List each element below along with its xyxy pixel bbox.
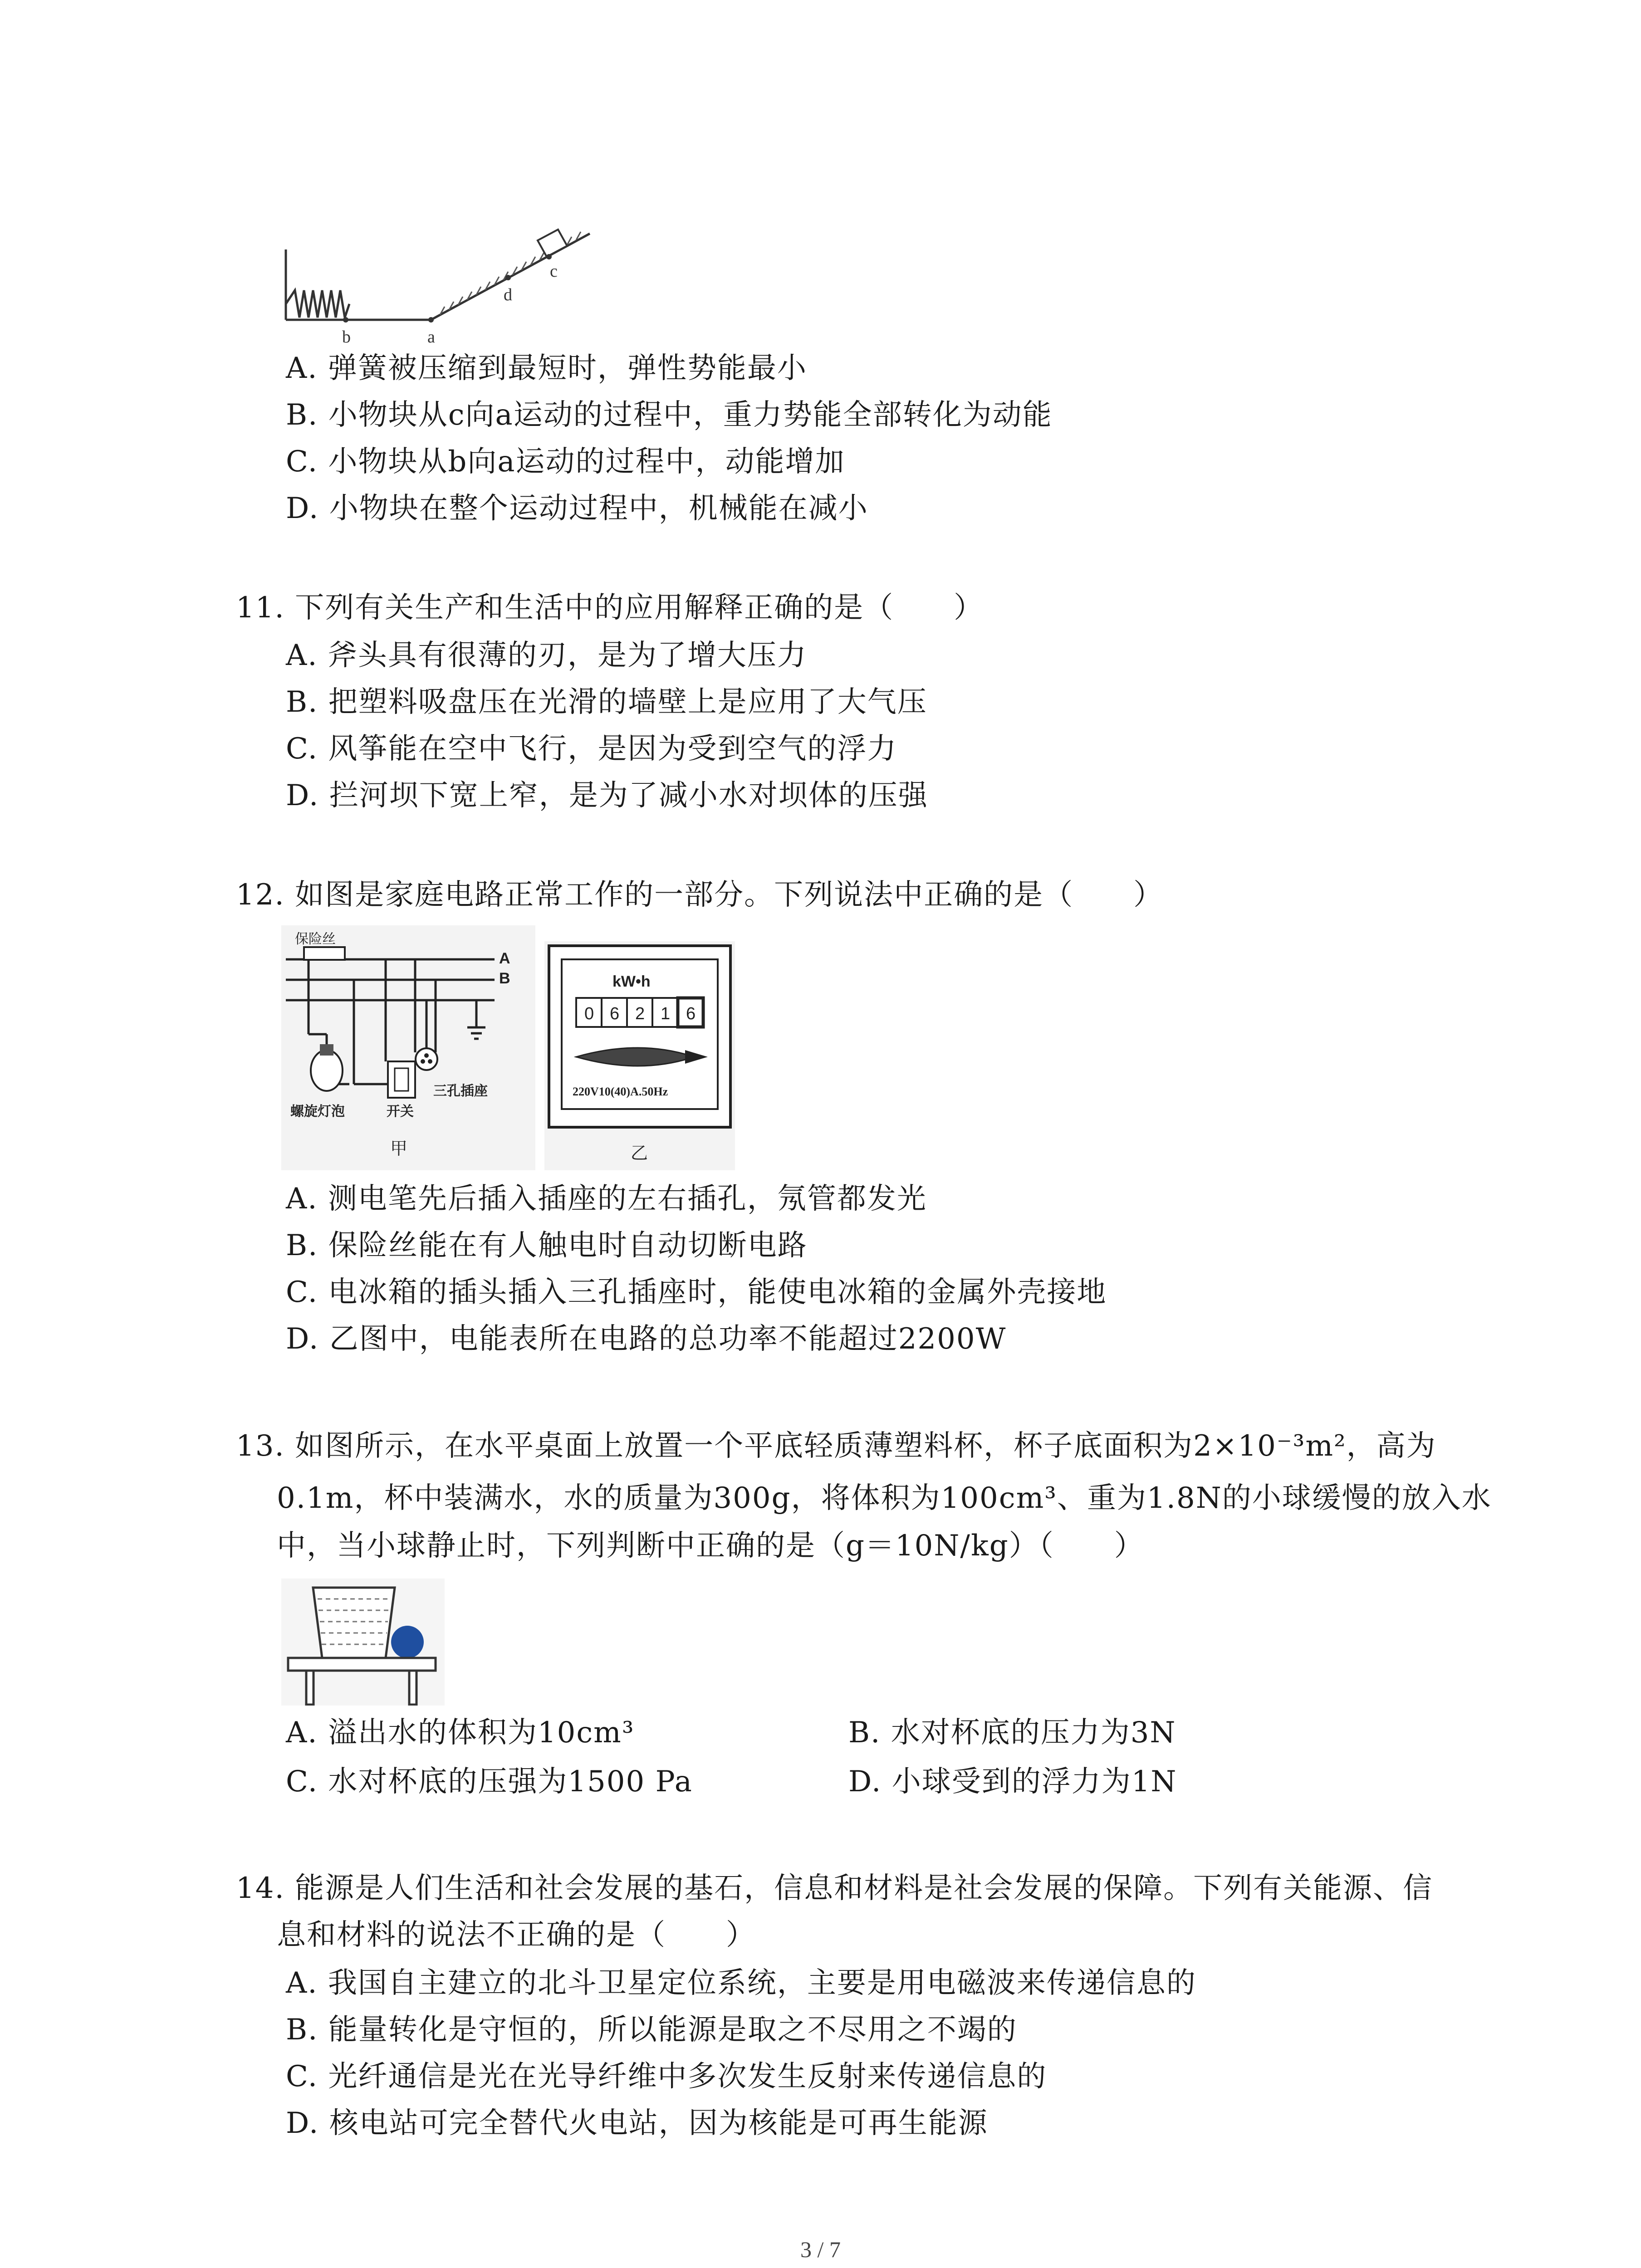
meter-digit-1: 0: [584, 1004, 594, 1023]
q12-circuit-figure: [281, 925, 535, 1170]
fig-yi-caption: 乙: [631, 1143, 648, 1163]
fig-jia-caption: 甲: [390, 1139, 408, 1158]
label-a: a: [427, 327, 435, 347]
q11-stem: 11. 下列有关生产和生活中的应用解释正确的是（ ）: [236, 591, 984, 625]
q14-option-b: B. 能量转化是守恒的，所以能源是取之不尽用之不竭的: [286, 2013, 1017, 2047]
meter-digit-4: 1: [661, 1004, 671, 1023]
q14-option-c: C. 光纤通信是光在光导纤维中多次发生反射来传递信息的: [286, 2060, 1047, 2093]
q14-option-d: D. 核电站可完全替代火电站，因为核能是可再生能源: [286, 2107, 988, 2140]
q13-option-c: C. 水对杯底的压强为1500 Pa: [286, 1765, 693, 1799]
meter-rating: 220V10(40)A.50Hz: [573, 1085, 668, 1098]
line-a-label: A: [499, 950, 510, 967]
q11-option-b: B. 把塑料吸盘压在光滑的墙壁上是应用了大气压: [286, 685, 927, 719]
q13-stem-line-1: 13. 如图所示，在水平桌面上放置一个平底轻质薄塑料杯，杯子底面积为2×10⁻³m²，高为: [236, 1429, 1436, 1463]
meter-digit-2: 6: [610, 1004, 620, 1023]
q10-figure: [277, 213, 603, 354]
q13-option-d: D. 小球受到的浮力为1N: [848, 1765, 1177, 1799]
q13-option-b: B. 水对杯底的压力为3N: [848, 1716, 1176, 1750]
q12-option-d: D. 乙图中，电能表所在电路的总功率不能超过2200W: [286, 1322, 1007, 1356]
q10-option-b: B. 小物块从c向a运动的过程中，重力势能全部转化为动能: [286, 398, 1053, 432]
meter-unit: kW•h: [612, 973, 651, 990]
q10-option-a: A. 弹簧被压缩到最短时，弹性势能最小: [286, 352, 807, 385]
meter-digit-5: 6: [686, 1004, 696, 1023]
q10-option-c: C. 小物块从b向a运动的过程中，动能增加: [286, 445, 845, 479]
q13-stem-line-2: 0.1m，杯中装满水，水的质量为300g，将体积为100cm³、重为1.8N的小球缓慢的放入水: [277, 1481, 1492, 1515]
label-c: c: [550, 262, 558, 281]
fuse-label: 保险丝: [295, 931, 336, 947]
q10-option-d: D. 小物块在整个运动过程中，机械能在减小: [286, 492, 868, 525]
q14-stem-line-1: 14. 能源是人们生活和社会发展的基石，信息和材料是社会发展的保障。下列有关能源、信: [236, 1872, 1433, 1905]
q14-option-a: A. 我国自主建立的北斗卫星定位系统，主要是用电磁波来传递信息的: [286, 1966, 1196, 2000]
q12-meter-figure: [544, 941, 735, 1170]
q12-option-b: B. 保险丝能在有人触电时自动切断电路: [286, 1229, 808, 1262]
line-b-label: B: [499, 970, 510, 987]
meter-digit-3: 2: [635, 1004, 645, 1023]
q11-option-a: A. 斧头具有很薄的刃，是为了增大压力: [286, 639, 807, 672]
page-number: 3 / 7: [800, 2237, 841, 2262]
q12-stem: 12. 如图是家庭电路正常工作的一部分。下列说法中正确的是（ ）: [236, 878, 1164, 912]
q13-stem-line-3: 中，当小球静止时，下列判断中正确的是（g＝10N/kg）（ ）: [277, 1529, 1144, 1563]
label-b: b: [342, 327, 351, 347]
q11-option-c: C. 风筝能在空中飞行，是因为受到空气的浮力: [286, 732, 897, 766]
q12-option-c: C. 电冰箱的插头插入三孔插座时，能使电冰箱的金属外壳接地: [286, 1276, 1107, 1309]
socket-label: 三孔插座: [433, 1083, 488, 1099]
q14-stem-line-2: 息和材料的说法不正确的是（ ）: [277, 1918, 756, 1952]
bulb-label: 螺旋灯泡: [290, 1104, 345, 1119]
q13-figure: [281, 1579, 445, 1706]
label-d: d: [504, 285, 512, 304]
q11-option-d: D. 拦河坝下宽上窄，是为了减小水对坝体的压强: [286, 779, 928, 812]
q12-option-a: A. 测电笔先后插入插座的左右插孔，氖管都发光: [286, 1182, 927, 1216]
switch-label: 开关: [387, 1104, 414, 1119]
q13-option-a: A. 溢出水的体积为10cm³: [286, 1716, 635, 1750]
